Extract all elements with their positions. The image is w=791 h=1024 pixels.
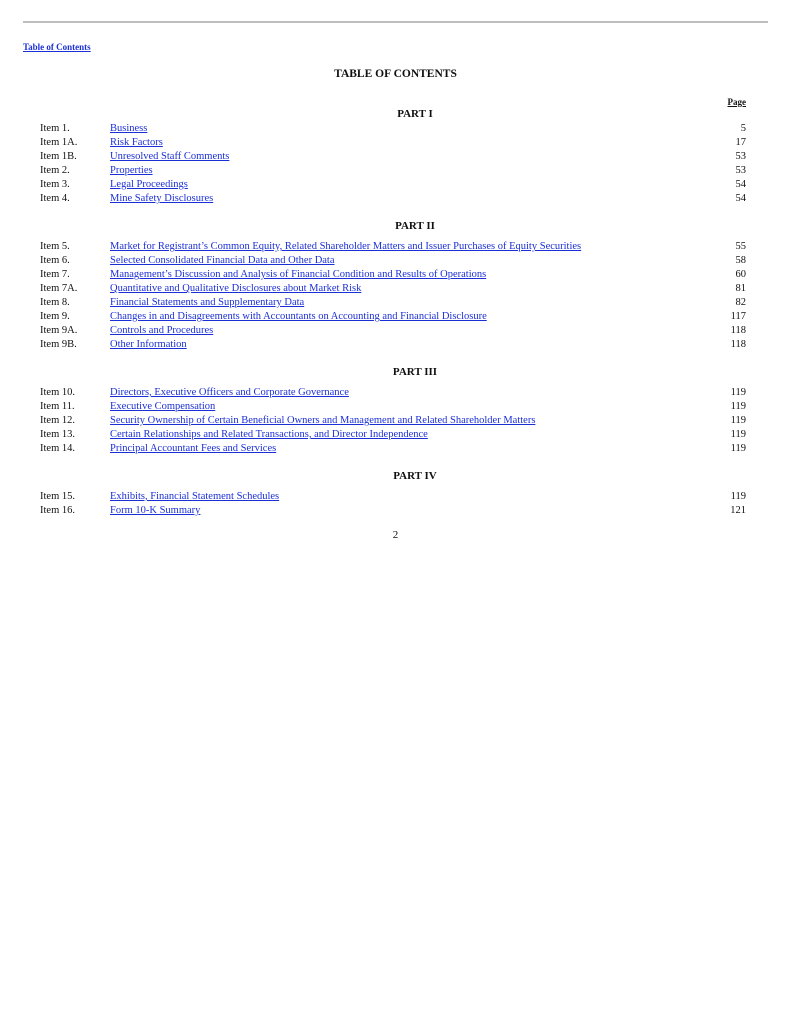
page-number-cell: 119 bbox=[730, 491, 746, 502]
page-number-cell: 119 bbox=[730, 415, 746, 426]
toc-entry-link[interactable]: Directors, Executive Officers and Corporate Governance bbox=[110, 387, 349, 398]
item-number: Item 16. bbox=[40, 505, 75, 516]
item-number: Item 7A. bbox=[40, 283, 78, 294]
page-number-cell: 119 bbox=[730, 429, 746, 440]
item-number: Item 15. bbox=[40, 491, 75, 502]
toc-row bbox=[40, 310, 746, 324]
toc-row bbox=[40, 338, 746, 352]
page-number-cell: 54 bbox=[735, 193, 746, 204]
toc-entry-link[interactable]: Business bbox=[110, 123, 148, 134]
toc-row bbox=[40, 490, 746, 504]
part-heading: PART III bbox=[392, 366, 438, 378]
item-number: Item 1B. bbox=[40, 151, 77, 162]
page-number-cell: 58 bbox=[735, 255, 746, 266]
toc-entry-link[interactable]: Exhibits, Financial Statement Schedules bbox=[110, 491, 280, 502]
item-number: Item 9B. bbox=[40, 339, 77, 350]
toc-entry-link[interactable]: Management’s Discussion and Analysis of Financial Condition and Results of Operations bbox=[110, 269, 487, 280]
item-number: Item 2. bbox=[40, 165, 70, 176]
toc-entry-link[interactable]: Properties bbox=[110, 165, 153, 176]
toc-entry-link[interactable]: Unresolved Staff Comments bbox=[110, 151, 230, 162]
toc-entry-link[interactable]: Certain Relationships and Related Transactions, and Director Independence bbox=[110, 429, 428, 440]
page-number-cell: 54 bbox=[735, 179, 746, 190]
toc-row bbox=[40, 268, 746, 282]
toc-entry-link[interactable]: Market for Registrant’s Common Equity, Related Shareholder Matters and Issuer Purchases of Equity Securities bbox=[110, 241, 582, 252]
item-number: Item 8. bbox=[40, 297, 70, 308]
page-number-cell: 53 bbox=[735, 165, 746, 176]
toc-entry-link[interactable]: Form 10-K Summary bbox=[110, 505, 201, 516]
toc-row bbox=[40, 192, 746, 206]
toc-row bbox=[40, 254, 746, 268]
toc-row bbox=[40, 136, 746, 150]
page-footer-number: 2 bbox=[392, 529, 399, 541]
item-number: Item 5. bbox=[40, 241, 70, 252]
page-number-cell: 119 bbox=[730, 401, 746, 412]
toc-entry-link[interactable]: Selected Consolidated Financial Data and Other Data bbox=[110, 255, 335, 266]
part-heading: PART I bbox=[397, 108, 433, 120]
item-number: Item 7. bbox=[40, 269, 70, 280]
part-heading: PART IV bbox=[393, 470, 437, 482]
toc-row bbox=[40, 150, 746, 164]
item-number: Item 14. bbox=[40, 443, 75, 454]
toc-entry-link[interactable]: Financial Statements and Supplementary Data bbox=[110, 297, 305, 308]
page-number-cell: 60 bbox=[735, 269, 746, 280]
toc-entry-link[interactable]: Quantitative and Qualitative Disclosures about Market Risk bbox=[110, 283, 362, 294]
item-number: Item 3. bbox=[40, 179, 70, 190]
item-number: Item 9. bbox=[40, 311, 70, 322]
page-number-cell: 55 bbox=[735, 241, 746, 252]
item-number: Item 4. bbox=[40, 193, 70, 204]
toc-row bbox=[40, 386, 746, 400]
toc-row bbox=[40, 414, 746, 428]
page-number-cell: 121 bbox=[730, 505, 746, 516]
page-number-cell: 53 bbox=[735, 151, 746, 162]
item-number: Item 12. bbox=[40, 415, 75, 426]
part-heading: PART II bbox=[395, 220, 435, 232]
page-number-cell: 5 bbox=[740, 123, 746, 134]
page-number-cell: 117 bbox=[730, 311, 746, 322]
page-column-header: Page bbox=[727, 97, 746, 107]
page-number-cell: 118 bbox=[730, 325, 746, 336]
toc-entry-link[interactable]: Mine Safety Disclosures bbox=[110, 193, 214, 204]
toc-row bbox=[40, 240, 746, 254]
item-number: Item 6. bbox=[40, 255, 70, 266]
page-number-cell: 17 bbox=[735, 137, 746, 148]
toc-row bbox=[40, 282, 746, 296]
toc-row bbox=[40, 122, 746, 136]
toc-entry-link[interactable]: Changes in and Disagreements with Accountants on Accounting and Financial Disclosure bbox=[110, 311, 487, 322]
page-number-cell: 81 bbox=[735, 283, 746, 294]
toc-row bbox=[40, 178, 746, 192]
toc-entry-link[interactable]: Principal Accountant Fees and Services bbox=[110, 443, 277, 454]
page-number-cell: 119 bbox=[730, 387, 746, 398]
top-divider bbox=[23, 21, 768, 23]
document-title: TABLE OF CONTENTS bbox=[334, 68, 457, 80]
toc-entry-link[interactable]: Other Information bbox=[110, 339, 187, 350]
item-number: Item 9A. bbox=[40, 325, 78, 336]
toc-entry-link[interactable]: Controls and Procedures bbox=[110, 325, 214, 336]
page-number-cell: 82 bbox=[735, 297, 746, 308]
toc-entry-link[interactable]: Legal Proceedings bbox=[110, 179, 188, 190]
toc-entry-link[interactable]: Executive Compensation bbox=[110, 401, 216, 412]
item-number: Item 13. bbox=[40, 429, 75, 440]
toc-entry-link[interactable]: Risk Factors bbox=[110, 137, 163, 148]
toc-row bbox=[40, 400, 746, 414]
toc-row bbox=[40, 428, 746, 442]
toc-row bbox=[40, 442, 746, 456]
toc-row bbox=[40, 296, 746, 310]
toc-row bbox=[40, 164, 746, 178]
toc-entry-link[interactable]: Security Ownership of Certain Beneficial Owners and Management and Related Shareholder Matters bbox=[110, 415, 536, 426]
page-number-cell: 118 bbox=[730, 339, 746, 350]
item-number: Item 10. bbox=[40, 387, 75, 398]
item-number: Item 11. bbox=[40, 401, 75, 412]
toc-row bbox=[40, 324, 746, 338]
page-number-cell: 119 bbox=[730, 443, 746, 454]
table-of-contents-link[interactable]: Table of Contents bbox=[23, 42, 91, 52]
toc-row bbox=[40, 504, 746, 518]
item-number: Item 1. bbox=[40, 123, 70, 134]
item-number: Item 1A. bbox=[40, 137, 78, 148]
